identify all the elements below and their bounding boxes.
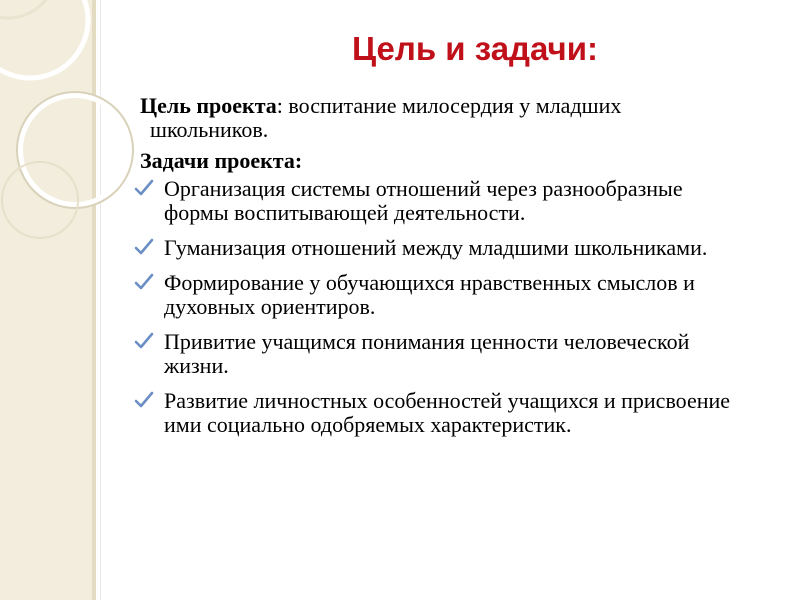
- project-goal: [140, 94, 750, 118]
- checkmark-icon: [134, 178, 154, 198]
- task-text: Развитие личностных особенностей учащихся и присвоение ими социально одобряемых характеристик.: [164, 388, 731, 437]
- task-list: [140, 177, 750, 437]
- task-item: [140, 389, 750, 437]
- task-text: Привитие учащимся понимания ценности человеческой жизни.: [164, 329, 690, 378]
- task-item: [140, 236, 750, 260]
- task-text: Организация системы отношений через разнообразные формы воспитывающей деятельности.: [164, 176, 683, 225]
- checkmark-icon: [134, 237, 154, 257]
- slide-content: [140, 94, 750, 448]
- goal-colon: :: [276, 93, 283, 118]
- goal-label: Цель проекта: [140, 93, 277, 118]
- checkmark-icon: [134, 272, 154, 292]
- task-item: [140, 177, 750, 225]
- goal-text-continued: школьников.: [150, 117, 269, 142]
- slide-title: Цель и задачи:: [352, 30, 598, 67]
- checkmark-icon: [134, 390, 154, 410]
- task-text: Гуманизация отношений между младшими школьниками.: [164, 235, 708, 260]
- task-item: [140, 330, 750, 378]
- task-text: Формирование у обучающихся нравственных смыслов и духовных ориентиров.: [164, 270, 695, 319]
- tasks-heading: Задачи проекта:: [140, 148, 303, 173]
- checkmark-icon: [134, 331, 154, 351]
- task-item: [140, 271, 750, 319]
- goal-text: воспитание милосердия у младших: [282, 93, 622, 118]
